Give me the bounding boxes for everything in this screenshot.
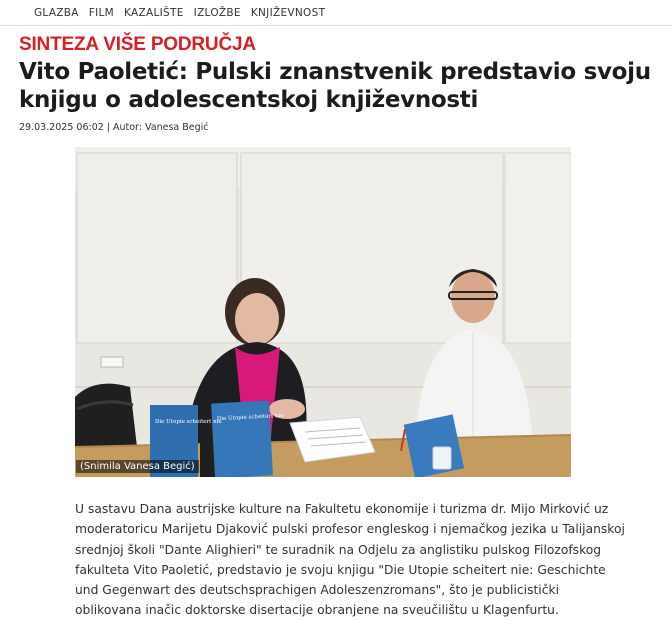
meta-separator: |	[106, 122, 110, 133]
nav-item-glazba[interactable]: GLAZBA	[34, 6, 79, 19]
article-meta	[19, 122, 209, 133]
body-line: srednjoj školi "Dante Alighieri" te suradnik na Odjelu za anglistiku pulskog Filozofskog	[75, 542, 602, 557]
body-line: und Gegenwart des deutschsprachigen Adoleszenzromans", što je publicistički	[75, 583, 560, 598]
article-author[interactable]: Autor: Vanesa Begić	[113, 122, 209, 133]
article-photo[interactable]	[75, 147, 571, 477]
body-line: U sastavu Dana austrijske kulture na Fakultetu ekonomije i turizma dr. Mijo Mirković uz	[75, 502, 609, 516]
article-date: 29.03.2025 06:02	[19, 122, 104, 133]
nav-item-film[interactable]: FILM	[88, 6, 115, 19]
article-body	[75, 499, 625, 621]
article-kicker: SINTEZA VIŠE PODRUČJA	[19, 34, 256, 55]
top-navigation	[0, 0, 672, 26]
photo-caption: (Snimila Vanesa Begić)	[76, 460, 199, 473]
body-line: moderatoricu Marijetu Djaković pulski profesor engleskog i njemačkog jezika u Talijanskoj	[75, 522, 625, 537]
body-line: oblikovana inačic doktorske disertacije obranjene na sveučilištu u Klagenfurtu.	[75, 603, 559, 618]
body-line: fakulteta Vito Paoletić, predstavio je svoju knjigu "Die Utopie scheitert nie: Geschichte	[75, 562, 606, 577]
nav-item-kazaliste[interactable]: KAZALIŠTE	[124, 6, 184, 19]
book-title-1: Die Utopie scheitert nie	[155, 419, 222, 425]
nav-item-izlozbe[interactable]: IZLOŽBE	[193, 6, 241, 19]
article-title: Vito Paoletić: Pulski znanstvenik predstavio svoju knjigu o adolescentskoj književnosti	[19, 59, 651, 113]
book-title-2: Die Utopie scheitert nie	[216, 412, 284, 423]
nav-item-knjizevnost[interactable]: KNJIŽEVNOST	[250, 6, 326, 19]
